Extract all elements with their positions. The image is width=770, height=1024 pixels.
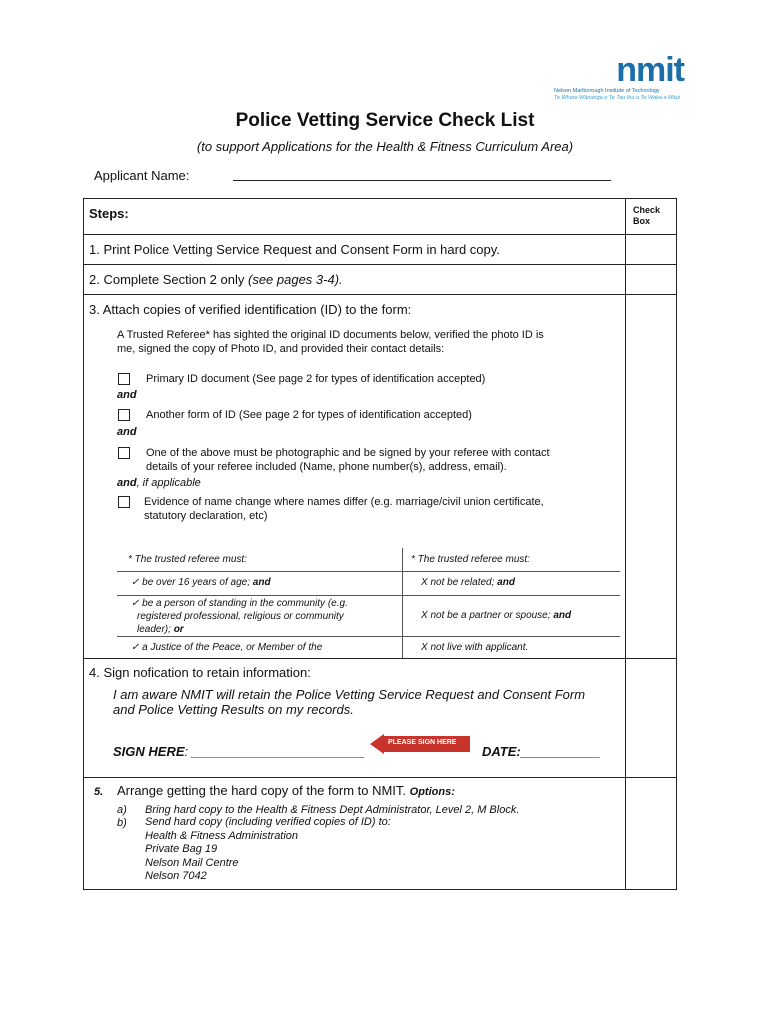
check-column-divider — [625, 198, 626, 890]
logo-wordmark: nmit — [616, 51, 684, 89]
option-b-address — [145, 816, 391, 884]
option-b-label: b) — [117, 817, 127, 829]
page-title: Police Vetting Service Check List — [235, 110, 535, 131]
referee-rule-standing-line-3: leader); — [137, 624, 174, 635]
retention-statement — [113, 687, 585, 717]
step-4: 4. Sign nofication to retain information: — [89, 665, 311, 680]
option-a-text: Bring hard copy to the Health & Fitness Dept Administrator, Level 2, M Block. — [145, 804, 520, 816]
second-id-text: Another form of ID (See page 2 for types of identification accepted) — [146, 409, 472, 421]
referee-right-header: * The trusted referee must: — [411, 554, 530, 565]
if-applicable-label — [117, 476, 201, 490]
and-label: and — [117, 477, 137, 489]
option-b-line-2: Health & Fitness Administration — [145, 829, 299, 842]
page-subtitle: (to support Applications for the Health & Fitness Curriculum Area) — [196, 139, 574, 154]
name-change-line-2: statutory declaration, etc) — [144, 510, 268, 522]
sign-here-label: SIGN HERE — [113, 744, 185, 759]
referee-rule-not-related-text: X not be related; — [421, 577, 498, 588]
name-change-line-1: Evidence of name change where names differ (e.g. marriage/civil union certificate, — [144, 496, 544, 508]
option-b-line-1: Send hard copy (including verified copies of ID) to: — [145, 816, 391, 828]
name-change-text — [144, 495, 544, 523]
row-divider — [83, 777, 677, 778]
and-label: and — [252, 577, 271, 588]
option-b-line-3: Private Bag 19 — [145, 843, 218, 855]
step-5-number: 5. — [94, 786, 104, 798]
logo-line-1: Nelson Marlborough Institute of Technology — [554, 88, 660, 94]
logo-line-2: Te Whare Wānanga o Te Tau Ihu o Te Waka a Māui — [554, 95, 680, 101]
row-divider — [83, 234, 677, 235]
referee-rule-age-text: ✓ be over 16 years of age; — [131, 577, 253, 588]
primary-id-checkbox[interactable] — [118, 373, 130, 385]
primary-id-text: Primary ID document (See page 2 for types of identification accepted) — [146, 373, 486, 385]
please-sign-arrow-icon — [370, 734, 470, 754]
check-header-line-2: Box — [633, 216, 651, 226]
photo-id-text — [146, 446, 550, 474]
check-box-header — [633, 205, 660, 227]
step-2 — [89, 272, 343, 287]
step-5-text: Arrange getting the hard copy of the form to NMIT. — [117, 783, 410, 798]
option-b-line-5: Nelson 7042 — [145, 870, 207, 882]
and-label: and — [117, 389, 137, 401]
referee-rule-not-related — [421, 576, 515, 589]
nmit-logo — [548, 52, 688, 104]
option-b-line-4: Nelson Mail Centre — [145, 856, 239, 869]
step-2-pages: (see pages 3-4). — [247, 272, 343, 287]
photo-id-line-1: One of the above must be photographic and be signed by your referee with contact — [146, 447, 550, 459]
if-applicable-text: , if applicable — [136, 477, 201, 489]
referee-row-divider — [117, 595, 620, 596]
referee-row-divider — [117, 636, 620, 637]
steps-header: Steps: — [89, 206, 129, 221]
step-5 — [117, 783, 455, 798]
date-field[interactable]: DATE:___________ — [482, 744, 601, 759]
options-label: Options: — [409, 786, 455, 798]
row-divider — [83, 294, 677, 295]
retention-statement-line-2: and Police Vetting Results on my records. — [113, 702, 354, 717]
step-3-intro — [117, 328, 544, 356]
retention-statement-line-1: I am aware NMIT will retain the Police Vetting Service Request and Consent Form — [113, 687, 586, 702]
and-label: and — [497, 577, 515, 588]
signature-field[interactable] — [113, 744, 365, 759]
referee-rule-not-partner-text: X not be a partner or spouse; — [421, 610, 554, 621]
signature-line: : ________________________ — [184, 744, 366, 759]
row-divider — [83, 264, 677, 265]
applicant-name-label: Applicant Name: — [94, 168, 190, 183]
and-label: and — [117, 426, 137, 438]
step-3-intro-line-1: A Trusted Referee* has sighted the original ID documents below, verified the photo ID is — [117, 329, 544, 341]
referee-rule-not-partner — [421, 609, 571, 622]
referee-rule-not-live-with: X not live with applicant. — [421, 642, 529, 653]
referee-rule-standing-line-1: ✓ be a person of standing in the community (e.g. — [131, 598, 348, 609]
please-sign-label: PLEASE SIGN HERE — [388, 739, 457, 746]
check-header-line-1: Check — [633, 205, 661, 215]
name-change-checkbox[interactable] — [118, 496, 130, 508]
referee-rule-jp: ✓ a Justice of the Peace, or Member of the — [131, 642, 323, 653]
step-1: 1. Print Police Vetting Service Request and Consent Form in hard copy. — [89, 242, 500, 257]
referee-row-divider — [117, 571, 620, 572]
step-2-text: 2. Complete Section 2 only — [89, 272, 248, 287]
referee-rule-standing-line-2: registered professional, religious or community — [137, 611, 344, 622]
referee-rule-age — [131, 576, 271, 589]
and-label: and — [553, 610, 572, 621]
step-3-intro-line-2: me, signed the copy of Photo ID, and provided their contact details: — [117, 343, 445, 355]
row-divider — [83, 658, 677, 659]
referee-left-header: * The trusted referee must: — [128, 554, 247, 565]
step-3: 3. Attach copies of verified identification (ID) to the form: — [89, 302, 412, 317]
second-id-checkbox[interactable] — [118, 409, 130, 421]
referee-column-divider — [402, 548, 403, 658]
photo-id-line-2: details of your referee included (Name, phone number(s), address, email). — [146, 461, 507, 473]
referee-rule-standing — [131, 597, 348, 636]
option-a-label: a) — [117, 804, 127, 816]
applicant-name-field[interactable] — [233, 180, 611, 181]
or-label: or — [173, 624, 184, 635]
photo-id-checkbox[interactable] — [118, 447, 130, 459]
